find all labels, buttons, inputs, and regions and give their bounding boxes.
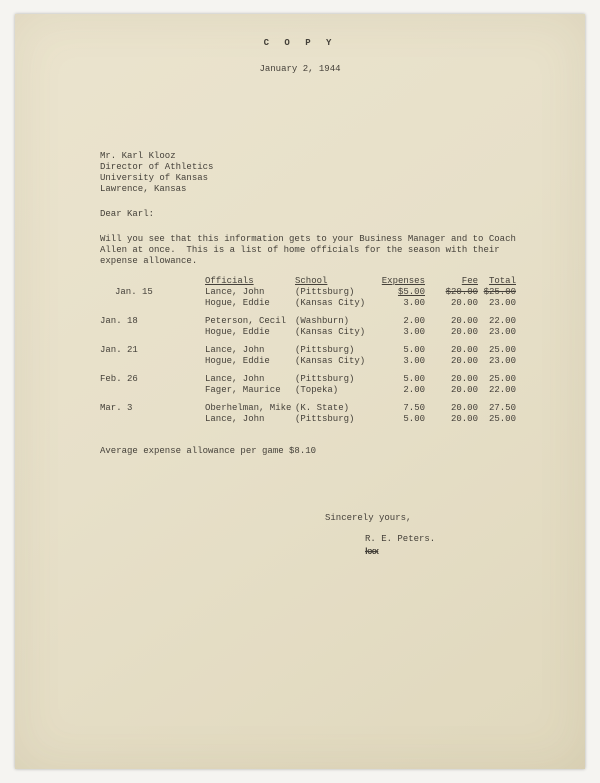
cell-fee: 20.00 xyxy=(450,345,478,355)
cell-expenses: 5.00 xyxy=(403,345,425,355)
table-row xyxy=(100,316,585,327)
header-school: School xyxy=(295,276,328,286)
header-expenses: Expenses xyxy=(381,276,425,286)
copy-label: C O P Y xyxy=(263,38,337,48)
body-line: Allen at once. This is a list of home officials for the season with their xyxy=(100,245,500,255)
cell-school: (Kansas City) xyxy=(295,298,366,308)
signature-strikeout: kxx xyxy=(365,547,379,557)
cell-total: 25.00 xyxy=(488,345,516,355)
cell-expenses: 2.00 xyxy=(403,316,425,326)
cell-total: 25.00 xyxy=(488,414,516,424)
cell-expenses: 3.00 xyxy=(403,356,425,366)
cell-total: $25.00 xyxy=(483,287,516,297)
cell-school: (Pittsburg) xyxy=(295,414,355,424)
salutation: Dear Karl: xyxy=(100,209,155,219)
cell-expenses: 3.00 xyxy=(403,298,425,308)
cell-expenses: 7.50 xyxy=(403,403,425,413)
cell-officials: Lance, John xyxy=(205,345,265,355)
cell-fee: 20.00 xyxy=(450,385,478,395)
closing-line: Sincerely yours, xyxy=(325,513,412,523)
recipient-city: Lawrence, Kansas xyxy=(100,184,187,194)
recipient-organization: University of Kansas xyxy=(100,173,209,183)
cell-expenses: $5.00 xyxy=(397,287,425,297)
table-row xyxy=(100,298,585,309)
cell-officials: Hogue, Eddie xyxy=(205,298,270,308)
cell-date xyxy=(100,327,205,338)
cell-expenses: 5.00 xyxy=(403,374,425,384)
cell-officials: Hogue, Eddie xyxy=(205,356,270,366)
cell-officials: Fager, Maurice xyxy=(205,385,281,395)
cell-fee: 20.00 xyxy=(450,316,478,326)
cell-total: 23.00 xyxy=(488,356,516,366)
cell-date: Jan. 18 xyxy=(100,316,138,326)
table-row xyxy=(100,374,585,385)
cell-date: Mar. 3 xyxy=(100,403,133,413)
cell-total: 27.50 xyxy=(488,403,516,413)
cell-school: (Topeka) xyxy=(295,385,339,395)
cell-school: (Washburn) xyxy=(295,316,350,326)
cell-total: 22.00 xyxy=(488,316,516,326)
cell-total: 22.00 xyxy=(488,385,516,395)
table-row xyxy=(100,327,585,338)
header-total: Total xyxy=(488,276,516,286)
cell-fee: 20.00 xyxy=(450,327,478,337)
cell-officials: Lance, John xyxy=(205,287,265,297)
cell-fee: 20.00 xyxy=(450,374,478,384)
letter-body xyxy=(100,234,585,267)
letter-date: January 2, 1944 xyxy=(259,64,341,74)
cell-school: (Pittsburg) xyxy=(295,287,355,297)
cell-date: Jan. 21 xyxy=(100,345,138,355)
cell-school: (Pittsburg) xyxy=(295,345,355,355)
letter-paper xyxy=(15,14,585,769)
cell-date xyxy=(100,385,205,396)
average-line: Average expense allowance per game $8.10 xyxy=(100,446,317,456)
cell-total: 25.00 xyxy=(488,374,516,384)
cell-date xyxy=(100,356,205,367)
cell-date xyxy=(100,298,205,309)
cell-expenses: 5.00 xyxy=(403,414,425,424)
cell-school: (Kansas City) xyxy=(295,327,366,337)
cell-fee: 20.00 xyxy=(450,298,478,308)
table-row xyxy=(100,345,585,356)
cell-total: 23.00 xyxy=(488,298,516,308)
header-fee: Fee xyxy=(461,276,478,286)
cell-fee: $20.00 xyxy=(445,287,478,297)
header-date xyxy=(100,276,205,287)
officials-table-body xyxy=(100,287,585,425)
signature-name: R. E. Peters. xyxy=(365,534,436,544)
table-header-row xyxy=(100,276,585,287)
cell-officials: Lance, John xyxy=(205,374,265,384)
table-row xyxy=(100,287,585,298)
recipient-name: Mr. Karl Klooz xyxy=(100,151,176,161)
table-row xyxy=(100,403,585,414)
recipient-address xyxy=(100,151,585,195)
cell-fee: 20.00 xyxy=(450,414,478,424)
cell-expenses: 3.00 xyxy=(403,327,425,337)
cell-date xyxy=(100,414,205,425)
officials-table xyxy=(100,276,585,425)
body-line: expense allowance. xyxy=(100,256,198,266)
cell-school: (Kansas City) xyxy=(295,356,366,366)
header-officials: Officials xyxy=(205,276,254,286)
cell-expenses: 2.00 xyxy=(403,385,425,395)
table-row xyxy=(100,414,585,425)
recipient-title: Director of Athletics xyxy=(100,162,214,172)
cell-school: (K. State) xyxy=(295,403,350,413)
cell-total: 23.00 xyxy=(488,327,516,337)
cell-date: Feb. 26 xyxy=(100,374,138,384)
body-line: Will you see that this information gets to your Business Manager and to Coach xyxy=(100,234,516,244)
cell-fee: 20.00 xyxy=(450,356,478,366)
table-row xyxy=(100,385,585,396)
cell-officials: Lance, John xyxy=(205,414,265,424)
table-row xyxy=(100,356,585,367)
cell-fee: 20.00 xyxy=(450,403,478,413)
cell-school: (Pittsburg) xyxy=(295,374,355,384)
cell-date: Jan. 15 xyxy=(115,287,153,297)
cell-officials: Hogue, Eddie xyxy=(205,327,270,337)
cell-officials: Peterson, Cecil xyxy=(205,316,287,326)
cell-officials: Oberhelman, Mike xyxy=(205,403,292,413)
